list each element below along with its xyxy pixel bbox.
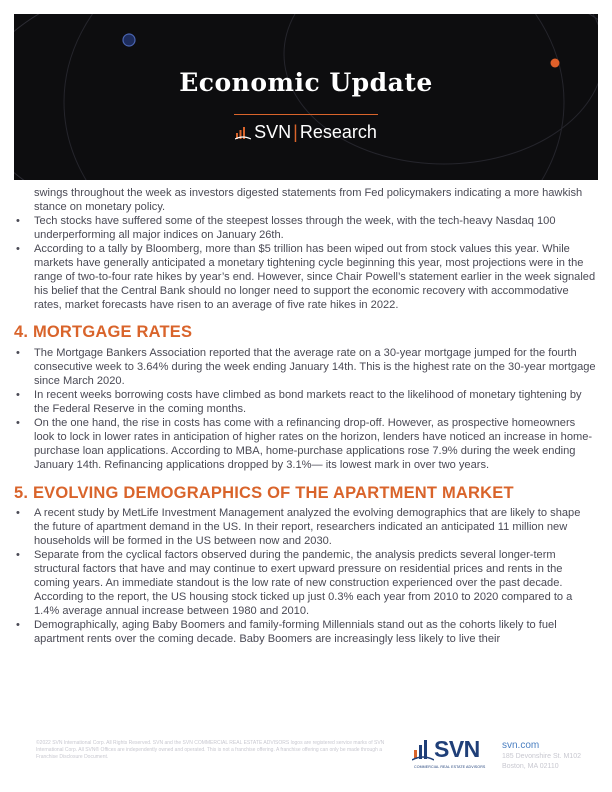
website-link[interactable]: svn.com	[502, 740, 540, 751]
list-item: • The Mortgage Bankers Association reported that the average rate on a 30-year mortgage jumped for the fourth consecutive week to 3.64% during the week ending January 14th. This is the highest rate on the 30-year mortgage since March 2020.	[14, 346, 598, 388]
orbit-decoration	[14, 14, 598, 180]
svn-logo-icon	[235, 125, 251, 141]
address-line: 185 Devonshire St. M102	[502, 753, 581, 760]
brand-svn: SVN	[254, 122, 292, 142]
intro-bullet-list	[14, 214, 598, 312]
logo-tagline: COMMERCIAL REAL ESTATE ADVISORS	[414, 765, 486, 769]
logo-wordmark: SVN	[434, 736, 480, 762]
header-banner	[14, 14, 598, 180]
footer-contact	[502, 739, 581, 772]
list-item: • In recent weeks borrowing costs have climbed as bond markets react to the likelihood of monetary tightening by the Federal Reserve in the coming months.	[14, 388, 598, 416]
address-line: Boston, MA 02110	[502, 763, 559, 770]
article-body	[14, 186, 598, 646]
planet-blue-icon	[123, 34, 135, 46]
planet-orange-icon	[551, 59, 560, 68]
title-divider	[234, 114, 378, 115]
svn-logo-icon	[412, 738, 434, 764]
brand-research: Research	[299, 122, 377, 142]
continued-paragraph: swings throughout the week as investors digested statements from Fed policymakers indicating a more hawkish stance on monetary policy.	[34, 187, 583, 213]
section-heading-apartment-demographics: 5. EVOLVING DEMOGRAPHICS OF THE APARTMENT MARKET	[14, 484, 514, 502]
demographics-bullet-list	[14, 506, 598, 646]
section-heading-mortgage-rates: 4. MORTGAGE RATES	[14, 323, 193, 341]
list-item: • Separate from the cyclical factors observed during the pandemic, the analysis predicts several longer-term structural factors that have and may continue to exert upward pressure on residential prices and rents in the coming years. An immediate standout is the low rate of new construction experienced over the past decade. According to the report, the US housing stock ticked up just 0.3% each year from 2010 to 2020 compared to a 1.4% average annual increase between 1980 and 2010.	[14, 548, 598, 618]
brand-divider: |	[293, 122, 298, 142]
mortgage-bullet-list	[14, 346, 598, 472]
svn-research-brand	[14, 122, 598, 143]
list-item: • A recent study by MetLife Investment Management analyzed the evolving demographics that are likely to shape the future of apartment demand in the US. In their report, researchers indicated an anticipated 11 million new households will be formed in the US between now and 2030.	[14, 506, 598, 548]
legal-disclaimer: ©2022 SVN International Corp. All Rights Reserved. SVN and the SVN COMMERCIAL REAL ESTATE ADVISORS logos are registered service marks of SVN International Corp. All SVN® Offices are independently owned and operated. This is not a franchise offering. A franchise offering can only be made through a Franchise Disclosure Document.	[36, 740, 385, 760]
list-item: • On the one hand, the rise in costs has come with a refinancing drop-off. However, as prospective homeowners look to lock in lower rates in anticipation of higher rates on the horizon, lenders have noticed an increase in home-purchase loan applications. According to MBA, home-purchase applications rose 7.9% during the week ending January 14th. Refinancing applications dropped by 3.1%— its lowest mark in over two years.	[14, 416, 598, 472]
svn-footer-logo	[412, 738, 498, 772]
list-item: • According to a tally by Bloomberg, more than $5 trillion has been wiped out from stock values this year. While markets have generally anticipated a monetary tightening cycle beginning this year, most projections were in the range of two-to-four rate hikes by year’s end. However, since Chair Powell’s statement earlier in the week signaled his belief that the Central Bank should no longer need to support the economic recovery with accommodative rates, market forecasts have risen to an average of five rate hikes in 2022.	[14, 242, 598, 312]
list-item: • Tech stocks have suffered some of the steepest losses through the week, with the tech-heavy Nasdaq 100 underperforming all major indices on January 26th.	[14, 214, 598, 242]
page-title: Economic Update	[179, 68, 433, 97]
list-item: • Demographically, aging Baby Boomers and family-forming Millennials stand out as the cohorts likely to fuel apartment rents over the coming decade. Baby Boomers are increasingly less likely to live their	[14, 618, 598, 646]
